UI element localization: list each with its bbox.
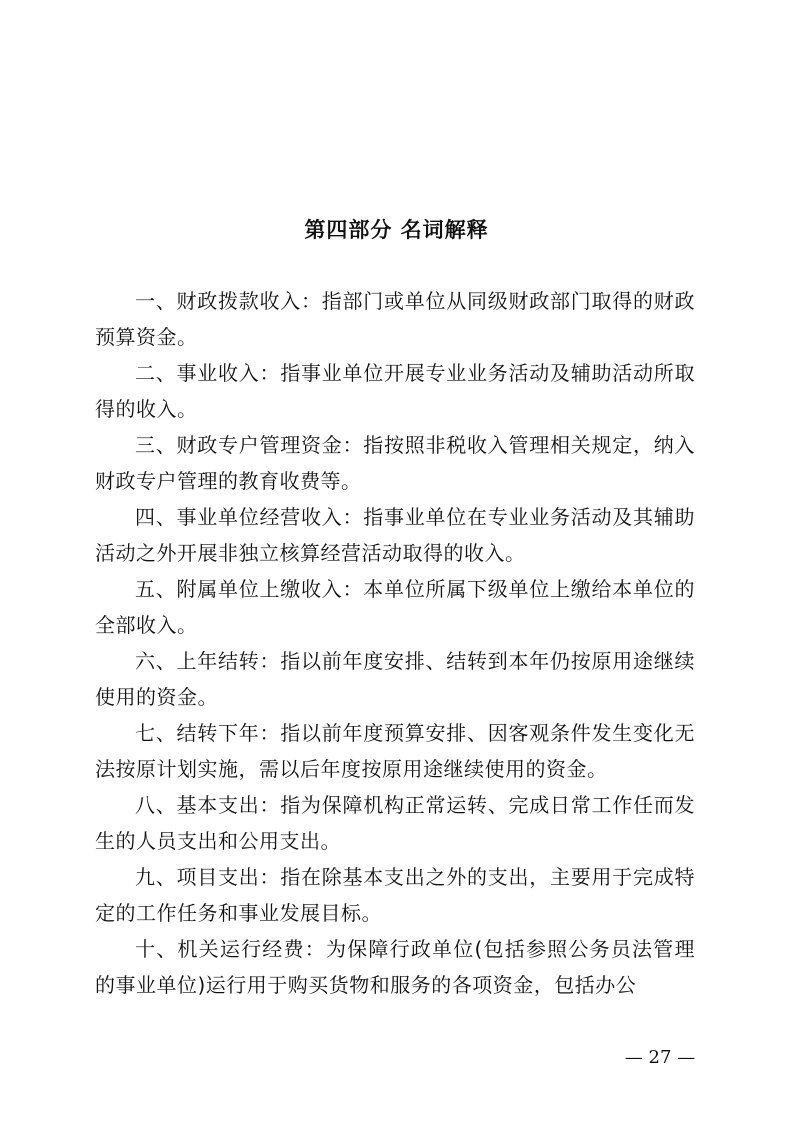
page-number: — 27 — (624, 1047, 696, 1068)
paragraph-7: 七、结转下年：指以前年度预算安排、因客观条件发生变化无法按原计划实施，需以后年度按原用途继续使用的资金。 (95, 721, 695, 781)
paragraph-5: 五、附属单位上缴收入：本单位所属下级单位上缴给本单位的全部收入。 (95, 577, 695, 637)
paragraph-6: 六、上年结转：指以前年度安排、结转到本年仍按原用途继续使用的资金。 (95, 649, 695, 709)
paragraph-9: 九、项目支出：指在除基本支出之外的支出，主要用于完成特定的工作任务和事业发展目标。 (95, 865, 695, 925)
paragraph-2: 二、事业收入：指事业单位开展专业业务活动及辅助活动所取得的收入。 (95, 361, 695, 421)
body-text (95, 283, 695, 1003)
paragraph-8: 八、基本支出：指为保障机构正常运转、完成日常工作任而发生的人员支出和公用支出。 (95, 793, 695, 853)
paragraph-1: 一、财政拨款收入：指部门或单位从同级财政部门取得的财政预算资金。 (95, 289, 695, 349)
paragraph-4: 四、事业单位经营收入：指事业单位在专业业务活动及其辅助活动之外开展非独立核算经营活动取得的收入。 (95, 505, 695, 565)
paragraph-10: 十、机关运行经费：为保障行政单位(包括参照公务员法管理的事业单位)运行用于购买货物和服务的各项资金，包括办公 (95, 937, 695, 997)
paragraph-3: 三、财政专户管理资金：指按照非税收入管理相关规定，纳入财政专户管理的教育收费等。 (95, 433, 695, 493)
page-title: 第四部分 名词解释 (304, 218, 489, 242)
